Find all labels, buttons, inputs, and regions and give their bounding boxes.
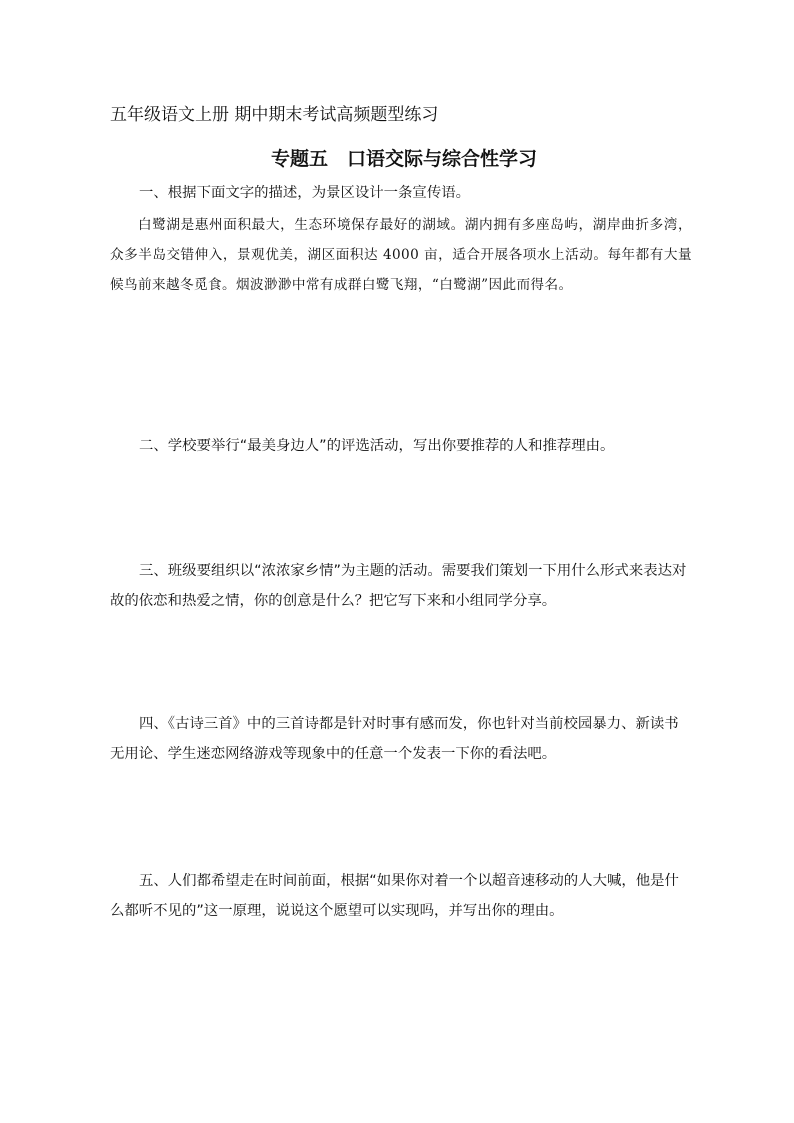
question-1-text: 一、根据下面文字的描述，为景区设计一条宣传语。 [139,185,470,201]
question-2 [110,431,692,461]
question-4-text: 四、《古诗三首》中的三首诗都是针对时事有感而发，你也针对当前校园暴力、新读书无用论、学生迷恋网络游戏等现象中的任意一个发表一下你的看法吧。 [110,716,679,762]
question-5 [110,866,692,926]
document-header: 五年级语文上册 期中期末考试高频题型练习 [110,105,439,125]
question-2-text: 二、学校要举行“最美身边人”的评选活动，写出你要推荐的人和推荐理由。 [139,438,615,454]
question-1 [110,178,692,208]
question-3-text: 三、班级要组织以“浓浓家乡情”为主题的活动。需要我们策划一下用什么形式来表达对故的依恋和热爱之情，你的创意是什么？把它写下来和小组同学分享。 [110,563,687,609]
page-title: 专题五 口语交际与综合性学习 [270,148,537,170]
question-5-text: 五、人们都希望走在时间前面，根据“如果你对着一个以超音速移动的人大喊，他是什么都听不见的”这一原理，说说这个愿望可以实现吗，并写出你的理由。 [110,873,679,919]
question-1-passage: 白鹭湖是惠州面积最大，生态环境保存最好的湖域。湖内拥有多座岛屿，湖岸曲折多湾，众多半岛交错伸入，景观优美，湖区面积达 4000 亩，适合开展各项水上活动。每年都有大量候鸟前来越冬觅食。烟波渺渺中常有成群白鹭飞翔，“白鹭湖”因此而得名。 [110,217,692,293]
question-4 [110,709,692,769]
question-3 [110,556,692,616]
